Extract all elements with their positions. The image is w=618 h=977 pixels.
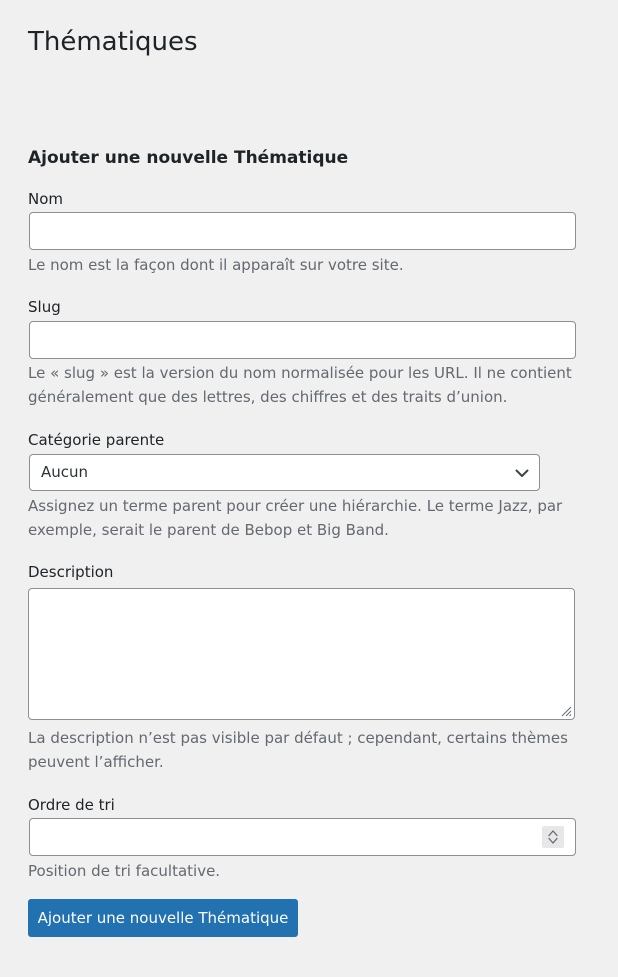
parent-category-label: Catégorie parente (28, 431, 165, 449)
description-help-text: La description n’est pas visible par défaut ; cependant, certains thèmes peuvent l’afficher. (28, 729, 568, 771)
chevron-down-icon (514, 465, 530, 481)
number-spinner[interactable] (542, 826, 564, 848)
caret-down-icon[interactable] (548, 837, 558, 845)
page-title: Thématiques (28, 27, 198, 57)
sort-order-label: Ordre de tri (28, 796, 115, 814)
parent-category-selected-value: Aucun (41, 463, 89, 481)
slug-input[interactable] (29, 321, 576, 359)
sort-order-input[interactable] (29, 818, 576, 856)
parent-category-help-text: Assignez un terme parent pour créer une hiérarchie. Le terme Jazz, par exemple, serait le parent de Bebop et Big Band. (28, 497, 563, 539)
resize-handle-icon[interactable] (561, 706, 572, 717)
name-help-text: Le nom est la façon dont il apparaît sur votre site. (28, 256, 404, 274)
slug-label: Slug (28, 298, 61, 316)
description-textarea[interactable] (28, 588, 575, 720)
slug-help-text: Le « slug » est la version du nom normalisée pour les URL. Il ne contient généralement que des lettres, des chiffres et des traits d’union. (28, 364, 572, 406)
form-heading: Ajouter une nouvelle Thématique (28, 148, 349, 168)
caret-up-icon[interactable] (548, 829, 558, 837)
add-term-button[interactable]: Ajouter une nouvelle Thématique (28, 899, 298, 937)
parent-category-select[interactable] (29, 454, 540, 491)
sort-order-help-text: Position de tri facultative. (28, 862, 221, 880)
name-input[interactable] (29, 212, 576, 250)
description-label: Description (28, 563, 114, 581)
name-label: Nom (28, 190, 64, 208)
